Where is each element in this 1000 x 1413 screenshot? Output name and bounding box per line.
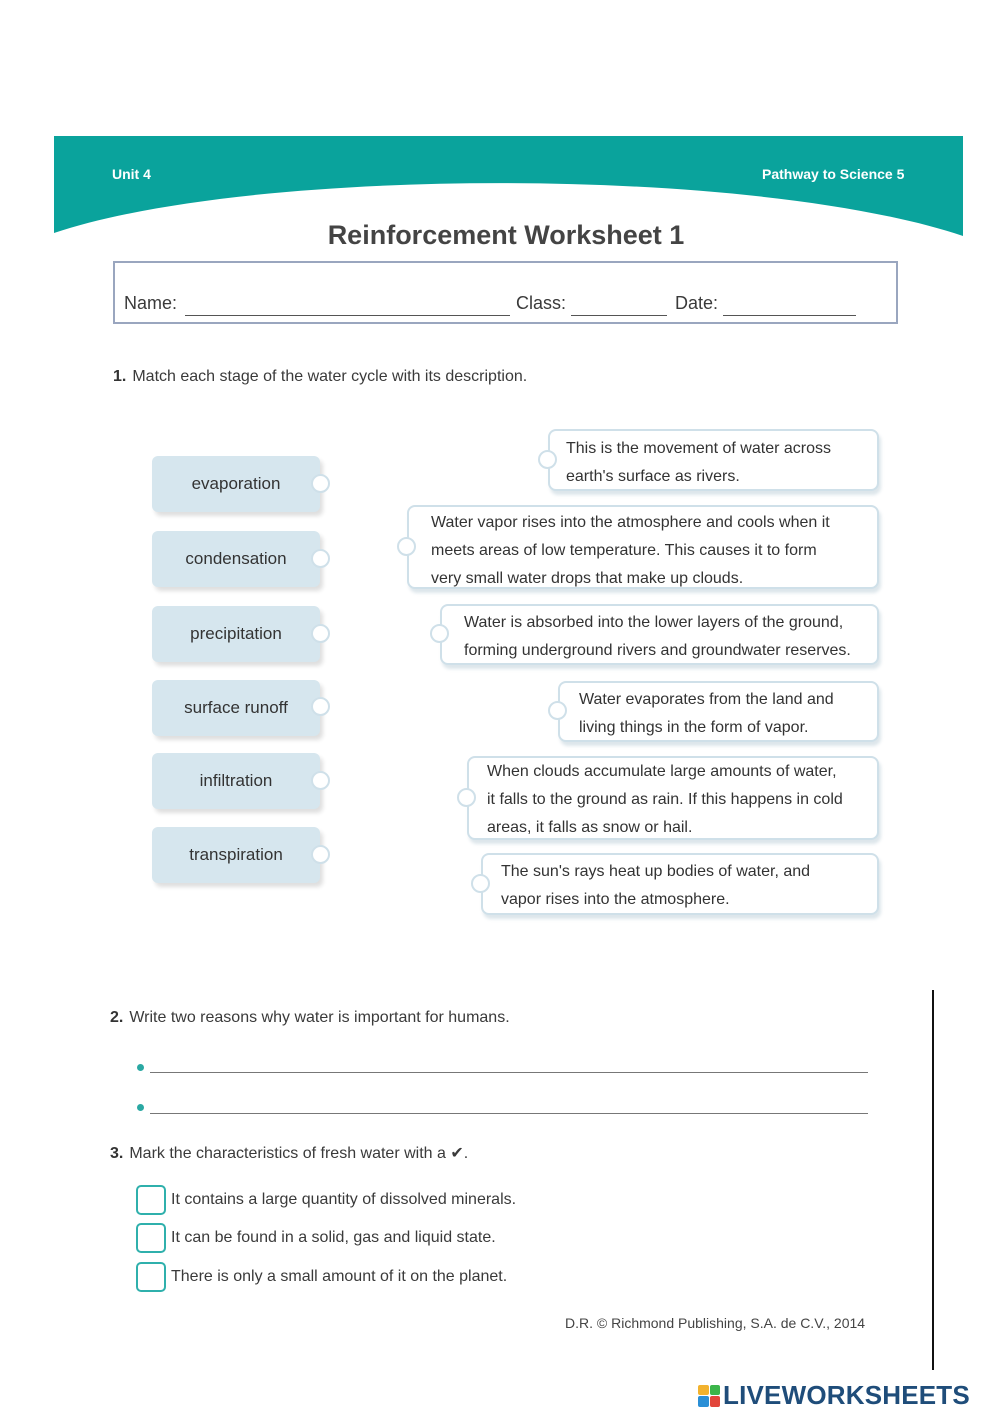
liveworksheets-logo <box>698 1380 970 1411</box>
description-connector-dot[interactable] <box>471 874 490 893</box>
stage-connector-dot[interactable] <box>311 845 330 864</box>
question-2 <box>110 1009 510 1027</box>
class-field[interactable] <box>571 315 667 316</box>
copyright-notice: D.R. © Richmond Publishing, S.A. de C.V., 2014 <box>565 1315 866 1331</box>
answer-line[interactable] <box>150 1072 868 1073</box>
description-box[interactable]: Water vapor rises into the atmosphere and cools when it meets areas of low temperature. This causes it to form very small water drops that make up clouds. <box>407 505 879 589</box>
stage-transpiration[interactable]: transpiration <box>152 827 320 883</box>
bullet-icon <box>137 1104 144 1111</box>
question-number: 1. <box>113 368 127 385</box>
liveworksheets-logo-icon <box>698 1385 720 1407</box>
stage-connector-dot[interactable] <box>311 697 330 716</box>
stage-connector-dot[interactable] <box>311 771 330 790</box>
description-box[interactable]: Water evaporates from the land and living things in the form of vapor. <box>558 681 879 742</box>
class-label: Class: <box>516 293 567 313</box>
liveworksheets-brand: LIVEWORKSHEETS <box>723 1380 970 1410</box>
name-label: Name: <box>124 293 178 313</box>
question-prompt: Mark the characteristics of fresh water with a ✔. <box>129 1145 469 1162</box>
option-label: It contains a large quantity of dissolved minerals. <box>171 1191 517 1208</box>
checkbox[interactable] <box>136 1185 166 1215</box>
description-connector-dot[interactable] <box>548 701 567 720</box>
stage-connector-dot[interactable] <box>311 624 330 643</box>
stage-evaporation[interactable]: evaporation <box>152 456 320 512</box>
answer-line[interactable] <box>150 1113 868 1114</box>
question-prompt: Match each stage of the water cycle with its description. <box>132 368 528 385</box>
date-field[interactable] <box>723 315 856 316</box>
description-box[interactable]: The sun's rays heat up bodies of water, and vapor rises into the atmosphere. <box>481 853 879 915</box>
series-label: Pathway to Science 5 <box>762 166 905 182</box>
stage-surface-runoff[interactable]: surface runoff <box>152 680 320 736</box>
checkbox[interactable] <box>136 1262 166 1292</box>
question-number: 3. <box>110 1145 124 1162</box>
question-prompt: Write two reasons why water is important for humans. <box>129 1009 510 1026</box>
date-label: Date: <box>675 293 719 313</box>
stage-condensation[interactable]: condensation <box>152 531 320 587</box>
option-label: There is only a small amount of it on the planet. <box>171 1268 508 1285</box>
stage-precipitation[interactable]: precipitation <box>152 606 320 662</box>
unit-label: Unit 4 <box>112 166 151 182</box>
description-connector-dot[interactable] <box>538 450 557 469</box>
bullet-icon <box>137 1064 144 1071</box>
name-field[interactable] <box>185 315 510 316</box>
description-box[interactable]: Water is absorbed into the lower layers of the ground, forming underground rivers and groundwater reserves. <box>440 604 879 665</box>
page-title: Reinforcement Worksheet 1 <box>327 220 685 250</box>
description-box[interactable]: This is the movement of water across earth's surface as rivers. <box>548 429 879 491</box>
question-1 <box>113 368 527 386</box>
stage-connector-dot[interactable] <box>311 549 330 568</box>
stage-infiltration[interactable]: infiltration <box>152 753 320 809</box>
question-3 <box>110 1143 468 1163</box>
description-box[interactable]: When clouds accumulate large amounts of water, it falls to the ground as rain. If this happens in cold areas, it falls as snow or hail. <box>467 756 879 840</box>
description-connector-dot[interactable] <box>397 537 416 556</box>
question-number: 2. <box>110 1009 124 1026</box>
description-connector-dot[interactable] <box>430 624 449 643</box>
checkbox[interactable] <box>136 1223 166 1253</box>
page-edge-line <box>932 990 934 1370</box>
description-connector-dot[interactable] <box>457 788 476 807</box>
stage-connector-dot[interactable] <box>311 474 330 493</box>
option-label: It can be found in a solid, gas and liquid state. <box>171 1229 496 1246</box>
